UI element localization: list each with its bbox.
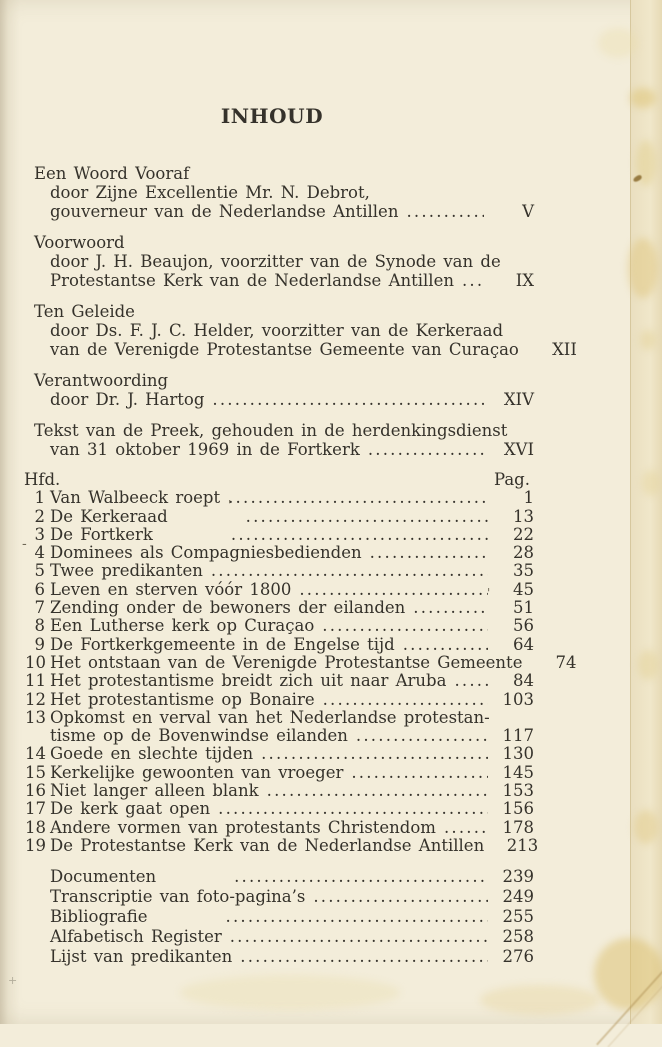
chapter-number: 5 <box>34 561 45 581</box>
chapter-line <box>25 707 534 727</box>
dot-leader <box>444 819 488 837</box>
back-matter-title: Transcriptie van foto-pagina’s <box>50 887 306 907</box>
chapter-number: 1 <box>34 488 45 508</box>
chapter-row <box>34 508 534 526</box>
chapter-row <box>34 599 534 617</box>
dot-leader <box>231 526 488 544</box>
chapter-line <box>25 652 577 672</box>
page-number: 145 <box>502 762 534 782</box>
front-matter-entry <box>34 421 534 459</box>
chapter-line <box>34 526 534 544</box>
chapter-row <box>34 581 534 599</box>
dot-leader <box>351 764 488 782</box>
page-number: 84 <box>513 671 534 691</box>
chapter-number: 7 <box>34 598 45 618</box>
toc-content <box>24 0 577 967</box>
chapter-row <box>25 689 534 709</box>
chapter-title: Andere vormen van protestants Christendom <box>50 817 436 837</box>
dot-leader <box>267 782 488 800</box>
page-number: 56 <box>513 616 534 636</box>
entry-line <box>50 340 577 359</box>
entry-line <box>50 202 534 221</box>
back-matter-title: Bibliografie <box>50 907 148 927</box>
front-matter-entry <box>34 302 577 359</box>
chapter-row <box>34 617 534 635</box>
dot-leader <box>226 907 488 927</box>
dot-leader <box>462 271 484 290</box>
chapter-row <box>25 671 534 691</box>
chapter-title: Van Walbeeck roept <box>50 488 221 508</box>
chapter-number: 13 <box>25 707 46 727</box>
back-matter-row <box>34 947 534 967</box>
chapter-line <box>34 544 534 562</box>
entry-line <box>50 321 534 340</box>
chapter-line <box>25 671 534 691</box>
paper-stain <box>638 650 658 680</box>
chapter-line <box>34 727 534 745</box>
pencil-mark: - <box>22 536 27 552</box>
entry-line <box>50 252 534 271</box>
pencil-mark: + <box>8 974 18 987</box>
chapter-title: De Fortkerkgemeente in de Engelse tijd <box>50 634 395 654</box>
chapter-line <box>25 762 534 782</box>
dot-leader <box>240 947 488 967</box>
chapter-number: 4 <box>34 543 45 563</box>
dot-leader <box>212 390 484 409</box>
chapter-number: 12 <box>25 689 46 709</box>
chapter-row <box>25 781 534 801</box>
chapter-line <box>34 489 534 507</box>
chapter-title: De kerk gaat open <box>50 799 211 819</box>
chapter-row <box>25 707 534 746</box>
page-number: 35 <box>513 561 534 581</box>
chapter-line <box>34 599 534 617</box>
chapter-row <box>34 489 534 507</box>
chapter-row <box>25 652 577 672</box>
chapter-list <box>25 488 577 855</box>
page-number: 258 <box>502 927 534 947</box>
dot-leader <box>368 440 484 459</box>
page-number: XVI <box>503 440 534 459</box>
page-number: XIV <box>503 390 534 409</box>
chapter-row <box>25 835 539 855</box>
chapter-title: Niet langer alleen blank <box>50 781 259 801</box>
entry-line <box>50 390 534 409</box>
dot-leader <box>228 489 488 507</box>
chapter-number: 10 <box>25 652 46 672</box>
dot-leader <box>246 508 488 526</box>
back-matter-list <box>34 867 534 967</box>
page-number: 117 <box>502 726 534 746</box>
back-matter-row <box>34 927 534 947</box>
page-number: V <box>522 202 534 221</box>
chapter-title: Goede en slechte tijden <box>50 744 254 764</box>
page-title: INHOUD <box>220 104 324 128</box>
page-number: 156 <box>502 799 534 819</box>
chapter-title: De Kerkeraad <box>50 506 168 526</box>
pencil-mark: ' <box>228 498 232 512</box>
chapter-title: De Fortkerk <box>50 524 153 544</box>
chapter-title: Opkomst en verval van het Nederlandse protestan- <box>50 707 490 727</box>
back-matter-row <box>34 887 534 907</box>
chapter-line <box>34 562 534 580</box>
back-matter-title: Alfabetisch Register <box>50 927 222 947</box>
page-number: 153 <box>502 781 534 801</box>
back-matter-row <box>34 907 534 927</box>
page-number: 130 <box>502 744 534 764</box>
entry-line <box>50 271 534 290</box>
page-number: 178 <box>502 817 534 837</box>
entry-title: Tekst van de Preek, gehouden in de herdenkingsdienst <box>34 421 508 440</box>
column-header-chapter: Hfd. <box>24 470 61 489</box>
dot-leader <box>211 562 488 580</box>
dot-leader <box>413 599 488 617</box>
entry-title: Een Woord Vooraf <box>34 164 190 183</box>
page-number: XII <box>552 340 577 359</box>
dot-leader <box>356 727 488 745</box>
page-number: 64 <box>513 634 534 654</box>
page-number: 45 <box>513 579 534 599</box>
paper-stain <box>634 810 658 844</box>
front-matter-entry <box>34 371 534 409</box>
chapter-number: 16 <box>25 781 46 801</box>
chapter-line <box>25 835 539 855</box>
chapter-title: Het protestantisme breidt zich uit naar Aruba <box>50 671 447 691</box>
chapter-line <box>25 781 534 801</box>
chapter-row <box>25 799 534 819</box>
page-number: 22 <box>513 524 534 544</box>
paper-stain <box>642 470 660 496</box>
chapter-row <box>25 762 534 782</box>
entry-text: van de Verenigde Protestantse Gemeente van Curaçao <box>50 340 519 359</box>
chapter-title: Twee predikanten <box>50 561 203 581</box>
chapter-number: 11 <box>25 671 46 691</box>
entry-text: door Dr. J. Hartog <box>50 390 205 409</box>
page-number: 1 <box>523 488 534 508</box>
chapter-number: 19 <box>25 835 46 855</box>
dot-leader <box>370 544 488 562</box>
dot-leader <box>313 887 488 907</box>
entry-text: door Ds. F. J. C. Helder, voorzitter van de Kerkeraad <box>50 321 504 340</box>
chapter-row <box>25 817 534 837</box>
dot-leader <box>322 617 488 635</box>
table-header <box>24 471 534 489</box>
entry-title: Verantwoording <box>34 371 169 390</box>
paper-stain <box>628 238 658 298</box>
front-matter-entry <box>34 233 534 290</box>
chapter-line <box>34 636 534 654</box>
back-matter-row <box>34 867 534 887</box>
chapter-row <box>34 636 534 654</box>
chapter-number: 14 <box>25 744 46 764</box>
entry-text: van 31 oktober 1969 in de Fortkerk <box>50 440 360 459</box>
chapter-number: 3 <box>34 524 45 544</box>
page-number: 51 <box>513 598 534 618</box>
dot-leader <box>403 636 488 654</box>
page-number: 255 <box>502 907 534 927</box>
chapter-title: Leven en sterven vóór 1800 <box>50 579 292 599</box>
chapter-title: Zending onder de bewoners der eilanden <box>50 598 406 618</box>
page-number: 249 <box>502 887 534 907</box>
front-matter-entry <box>34 164 534 221</box>
pencil-mark: ' <box>487 586 491 600</box>
back-matter-title: Lijst van predikanten <box>50 947 233 967</box>
paper-stain <box>630 88 656 108</box>
page-number: IX <box>515 271 534 290</box>
dot-leader <box>218 800 488 818</box>
entry-text: Protestantse Kerk van de Nederlandse Antillen <box>50 271 454 290</box>
entry-text: door Zijne Excellentie Mr. N. Debrot, <box>50 183 370 202</box>
chapter-line <box>25 689 534 709</box>
page-number: 74 <box>555 652 577 672</box>
page-number: 28 <box>513 543 534 563</box>
chapter-line <box>25 799 534 819</box>
entry-text: door J. H. Beaujon, voorzitter van de Synode van de <box>50 252 501 271</box>
chapter-number: 18 <box>25 817 46 837</box>
chapter-line <box>25 744 534 764</box>
page-number: 13 <box>513 506 534 526</box>
entry-line <box>50 440 534 459</box>
dot-leader <box>454 672 488 690</box>
chapter-title-continued: tisme op de Bovenwindse eilanden <box>50 726 348 746</box>
chapter-number: 6 <box>34 579 45 599</box>
chapter-title: Dominees als Compagniesbedienden <box>50 543 362 563</box>
entry-title: Ten Geleide <box>34 302 135 321</box>
chapter-title: Een Lutherse kerk op Curaçao <box>50 616 315 636</box>
dot-leader <box>323 691 488 709</box>
chapter-line <box>34 508 534 526</box>
paper-stain <box>480 985 600 1015</box>
chapter-title: Kerkelijke gewoonten van vroeger <box>50 762 344 782</box>
dot-leader <box>234 867 488 887</box>
chapter-number: 17 <box>25 799 46 819</box>
chapter-line <box>34 581 534 599</box>
front-matter-list <box>34 164 577 459</box>
page-number: 239 <box>502 867 534 887</box>
page-number: 276 <box>502 947 534 967</box>
chapter-row <box>34 544 534 562</box>
dot-leader <box>406 202 484 221</box>
dot-leader <box>261 745 488 763</box>
chapter-line <box>25 817 534 837</box>
paper-stain <box>640 330 656 350</box>
entry-title: Voorwoord <box>34 233 125 252</box>
dot-leader <box>299 581 491 600</box>
paper-stain <box>594 938 662 1010</box>
chapter-title: Het ontstaan van de Verenigde Protestantse Gemeente <box>50 652 523 672</box>
chapter-number: 9 <box>34 634 45 654</box>
chapter-row <box>34 562 534 580</box>
paper-stain <box>598 28 638 58</box>
chapter-number: 2 <box>34 506 45 526</box>
dot-leader <box>230 927 488 947</box>
chapter-title: Het protestantisme op Bonaire <box>50 689 315 709</box>
page-number: 103 <box>502 689 534 709</box>
paper-stain <box>180 975 400 1010</box>
chapter-title: De Protestantse Kerk van de Nederlandse Antillen <box>50 835 485 855</box>
chapter-number: 15 <box>25 762 46 782</box>
chapter-row <box>25 744 534 764</box>
chapter-line <box>34 617 534 635</box>
page-number: 213 <box>506 835 539 855</box>
back-matter-title: Documenten <box>50 867 157 887</box>
chapter-number: 8 <box>34 616 45 636</box>
entry-line <box>50 183 534 202</box>
entry-text: gouverneur van de Nederlandse Antillen <box>50 202 399 221</box>
column-header-page: Pag. <box>493 470 530 489</box>
chapter-row <box>34 526 534 544</box>
